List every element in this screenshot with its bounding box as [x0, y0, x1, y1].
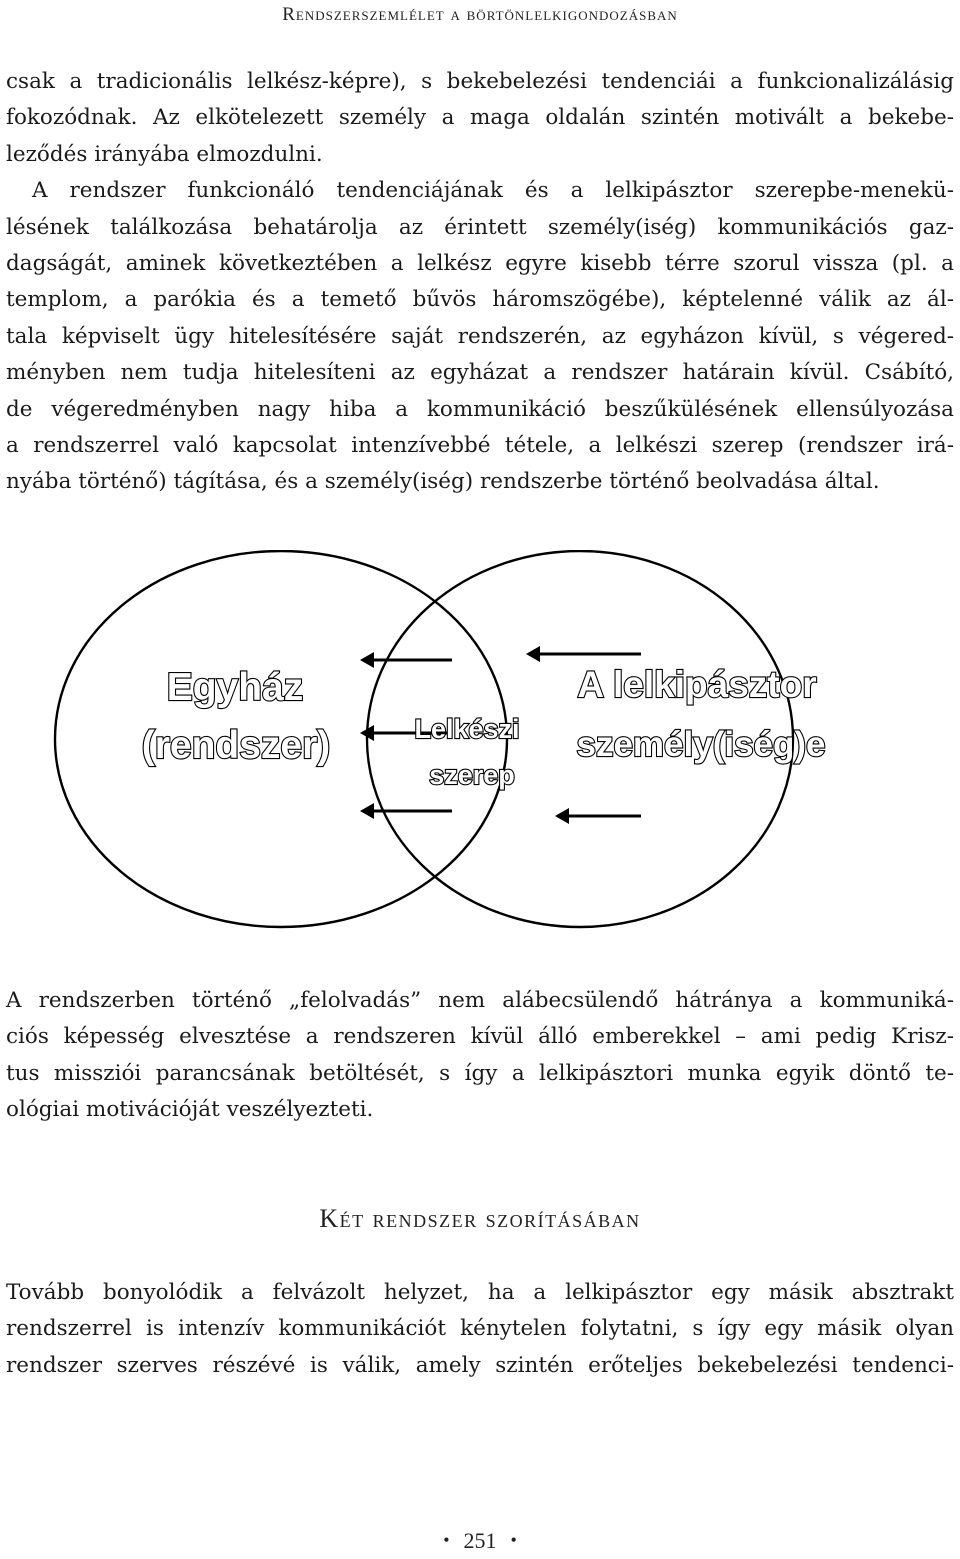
label-role-1: Lelkészi — [414, 714, 520, 744]
arrowhead — [526, 646, 540, 662]
arrowhead — [360, 803, 374, 819]
text-line: templom, a parókia és a temető bűvös háromszögébe), képtelenné válik az ál- — [6, 287, 954, 313]
text-line: lésének találkozása behatárolja az érintett személy(iség) kommunikációs gaz- — [6, 214, 954, 240]
bullet-icon: • — [443, 1530, 450, 1550]
text-line: fokozódnak. Az elkötelezett személy a maga oldalán szintén motivált a bekebe- — [6, 105, 954, 131]
text-line: A rendszer funkcionáló tendenciájának és a lelkipásztor szerepbe-menekü- — [32, 178, 954, 204]
text-line: rendszerrel is intenzív kommunikációt kénytelen folytatni, s így egy másik olyan — [6, 1316, 954, 1342]
text-line: tus missziói parancsának betöltését, s így a lelkipásztori munka egyik döntő te- — [6, 1060, 954, 1086]
running-head: Rendszerszemlélet a börtönlelkigondozásban — [282, 4, 678, 25]
label-church-1: Egyház — [166, 666, 304, 709]
text-line: csak a tradicionális lelkész-képre), s bekebelezési tendenciái a funkcionalizálásig — [6, 69, 954, 94]
page-footer — [0, 1528, 960, 1554]
text-line: ményben nem tudja hitelesíteni az egyházat a rendszer határain kívül. Csábító, — [6, 360, 954, 386]
section-heading: Két rendszer szorításában — [319, 1204, 641, 1233]
label-pastor-1: A lelkipásztor — [577, 664, 817, 705]
venn-diagram — [0, 550, 960, 950]
text-line: leződés irányába elmozdulni. — [6, 141, 323, 167]
paragraph-2 — [6, 983, 954, 1129]
text-line: A rendszerben történő „felolvadás” nem alábecsülendő hátránya a kommuniká- — [6, 988, 954, 1013]
text-line: a rendszerrel való kapcsolat intenzívebbé tétele, a lelkészi szerep (rendszer irá- — [6, 433, 954, 459]
arrowhead — [360, 652, 374, 668]
text-line: dagságát, aminek következtében a lelkész egyre kisebb térre szorul vissza (pl. a — [6, 251, 954, 277]
label-role-2: szerep — [429, 760, 515, 790]
label-pastor-2: személy(iség)e — [576, 725, 826, 764]
bullet-icon: • — [510, 1530, 517, 1550]
label-church-2: (rendszer) — [141, 724, 331, 767]
text-line: de végeredményben nagy hiba a kommunikáció beszűkülésének ellensúlyozása — [6, 396, 954, 422]
paragraph-1 — [6, 64, 954, 501]
page-number: 251 — [463, 1528, 497, 1553]
text-line: tala képviselt ügy hitelesítésére saját rendszerén, az egyházon kívül, s végered- — [6, 323, 954, 349]
text-line: ciós képesség elvesztése a rendszeren kívül álló emberekkel – ami pedig Krisz- — [6, 1024, 954, 1050]
text-line: ológiai motivációját veszélyezteti. — [6, 1097, 374, 1123]
text-line: nyába történő) tágítása, és a személy(iség) rendszerbe történő beolvadása által. — [6, 469, 880, 495]
arrowhead — [555, 808, 569, 824]
text-line: rendszer szerves részévé is válik, amely szintén erőteljes bekebelezési tendenci- — [6, 1352, 954, 1378]
text-line: Tovább bonyolódik a felvázolt helyzet, ha a lelkipásztor egy másik absztrakt — [6, 1280, 954, 1305]
paragraph-3 — [6, 1275, 954, 1384]
